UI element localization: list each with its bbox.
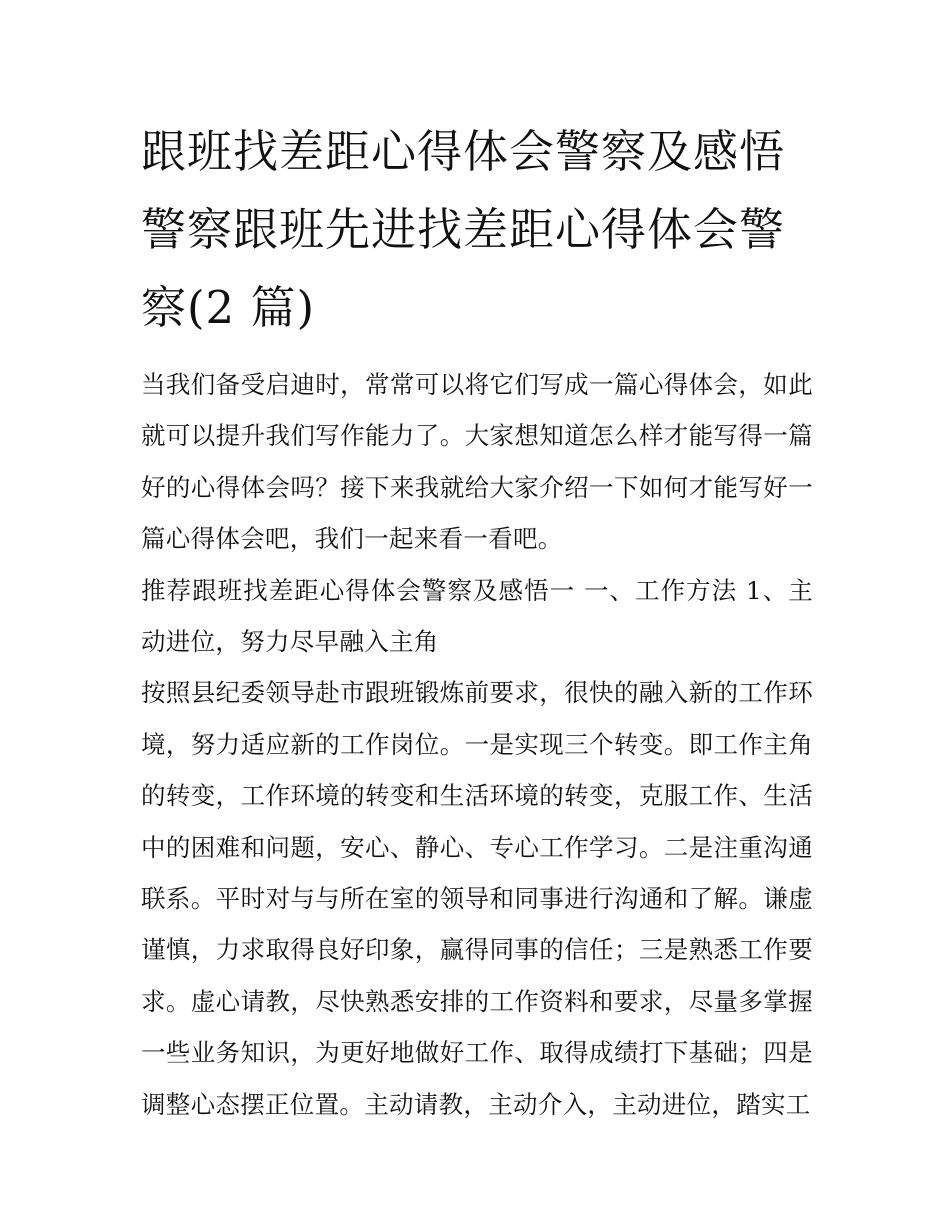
- document-page: [141, 113, 813, 1130]
- intro-paragraph: 当我们备受启迪时，常常可以将它们写成一篇心得体会，如此就可以提升我们写作能力了。大家想知道怎么样才能写得一篇好的心得体会吗？接下来我就给大家介绍一下如何才能写好一篇心得体会吧，我们一起来看一看吧。: [141, 370, 813, 554]
- document-title: 跟班找差距心得体会警察及感悟 警察跟班先进找差距心得体会警察(2 篇): [141, 125, 786, 334]
- body-paragraph: 按照县纪委领导赴市跟班锻炼前要求，很快的融入新的工作环境，努力适应新的工作岗位。一是实现三个转变。即工作主角的转变，工作环境的转变和生活环境的转变，克服工作、生活中的困难和问题，安心、静心、专心工作学习。二是注重沟通联系。平时对与与所在室的领导和同事进行沟通和了解。谦虚谨慎，力求取得良好印象，赢得同事的信任；三是熟悉工作要求。虚心请教，尽快熟悉安排的工作资料和要求，尽量多掌握一些业务知识，为更好地做好工作、取得成绩打下基础；四是调整心态摆正位置。主动请教，主动介入，主动进位，踏实工: [141, 678, 813, 1119]
- section-heading-paragraph: 推荐跟班找差距心得体会警察及感悟一 一、工作方法 1、主动进位，努力尽早融入主角: [141, 575, 813, 657]
